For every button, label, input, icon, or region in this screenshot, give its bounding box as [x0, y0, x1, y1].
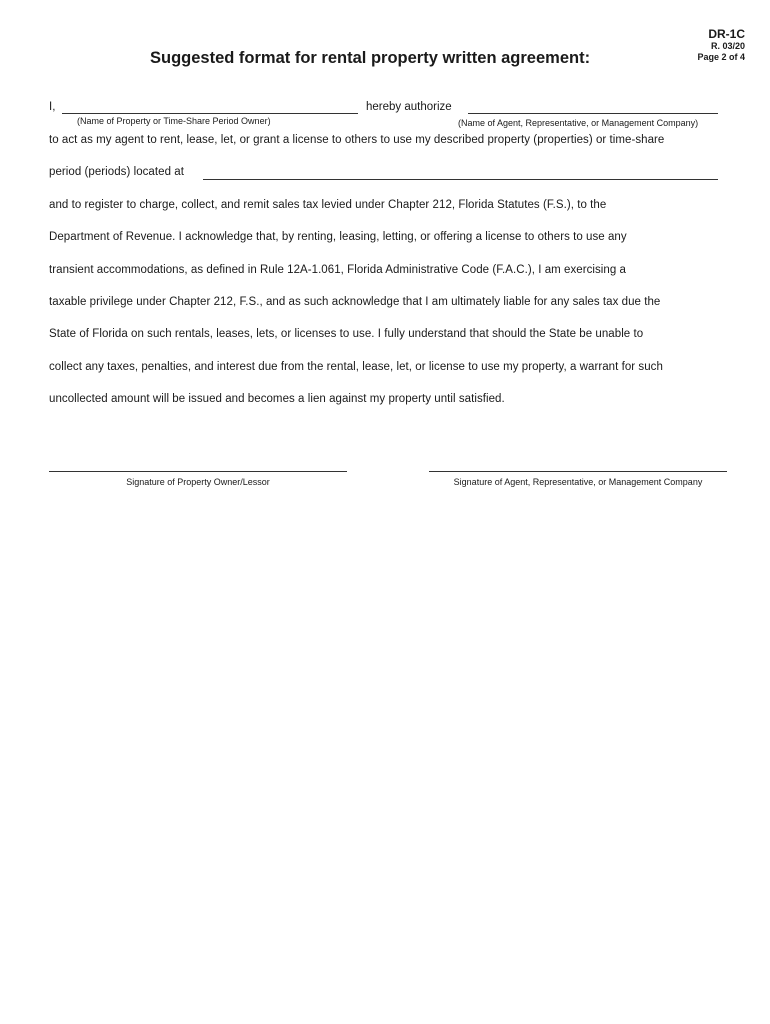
hereby-authorize-text: hereby authorize [366, 101, 452, 113]
body-line-7: uncollected amount will be issued and becomes a lien against my property until satisfied. [49, 393, 505, 405]
owner-name-field[interactable] [62, 113, 358, 114]
body-line-5: State of Florida on such rentals, leases, lets, or licenses to use. I fully understand that should the State be unable to [49, 328, 644, 340]
form-number: DR-1C [708, 27, 745, 41]
body-line-3: transient accommodations, as defined in Rule 12A-1.061, Florida Administrative Code (F.A.C.), I am exercising a [49, 264, 626, 276]
location-prefix: period (periods) located at [49, 166, 184, 178]
owner-name-caption: (Name of Property or Time-Share Period Owner) [77, 116, 271, 126]
owner-signature-caption: Signature of Property Owner/Lessor [126, 477, 270, 487]
agent-signature-field[interactable] [429, 471, 727, 472]
body-line-6: collect any taxes, penalties, and interest due from the rental, lease, let, or license to use my property, a warrant for such [49, 361, 663, 373]
authorization-prefix: I, [49, 101, 56, 113]
property-location-field[interactable] [203, 179, 718, 180]
agent-signature-caption: Signature of Agent, Representative, or Management Company [453, 477, 703, 487]
agent-name-caption: (Name of Agent, Representative, or Management Company) [458, 118, 699, 128]
body-line-1: and to register to charge, collect, and remit sales tax levied under Chapter 212, Florida Statutes (F.S.), to the [49, 199, 607, 211]
agent-name-field[interactable] [468, 113, 718, 114]
body-line-4: taxable privilege under Chapter 212, F.S., and as such acknowledge that I am ultimately liable for any sales tax due the [49, 296, 661, 308]
body-line-2: Department of Revenue. I acknowledge that, by renting, leasing, letting, or offering a license to others to use any [49, 231, 627, 243]
page-number: Page 2 of 4 [697, 52, 745, 62]
agent-purpose-line: to act as my agent to rent, lease, let, or grant a license to others to use my described property (properties) or time-share [49, 134, 665, 146]
page-title: Suggested format for rental property written agreement: [150, 49, 591, 67]
form-revision: R. 03/20 [710, 41, 745, 51]
owner-signature-field[interactable] [49, 471, 347, 472]
